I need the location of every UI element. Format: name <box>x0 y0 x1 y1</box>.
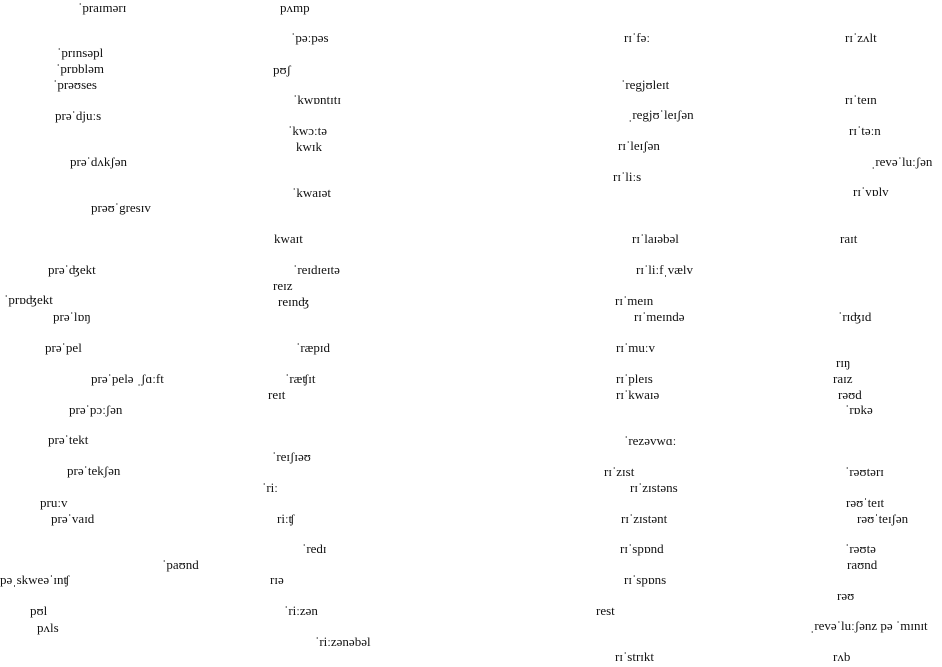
word-column-1 <box>0 0 240 667</box>
word-rotor: ˈrəʊtə <box>845 541 876 556</box>
word-revolution: ˌrevəˈluːʃən <box>871 154 933 169</box>
word-column-4 <box>800 0 942 667</box>
word-pull: pʊl <box>30 603 48 618</box>
word-prolong: prəˈlɒŋ <box>53 309 91 324</box>
word-restrict: rɪˈstrɪkt <box>615 649 654 664</box>
word-refer: rɪˈfəː <box>624 30 650 45</box>
word-problem: ˈprɒbləm <box>56 61 104 76</box>
word-relation: rɪˈleɪʃən <box>618 138 660 153</box>
word-production: prəˈdʌkʃən <box>70 154 128 169</box>
word-resist: rɪˈzɪst <box>604 464 635 479</box>
word-retain: rɪˈteɪn <box>845 92 877 107</box>
word-rub: rʌb <box>833 649 851 664</box>
word-produce: prəˈdjuːs <box>55 108 102 123</box>
word-remainder: rɪˈmeɪndə <box>634 309 685 324</box>
word-relief-valve: rɪˈliːfˌvælv <box>636 262 694 277</box>
word-rapid: ˈræpɪd <box>296 340 330 355</box>
word-project-noun: ˈprɒʤekt <box>4 292 53 307</box>
word-regulate: ˈregjʊleɪt <box>621 77 670 92</box>
word-proportion: prəˈpɔːʃən <box>69 402 123 417</box>
word-rotate: rəʊˈteɪt <box>846 495 885 510</box>
word-rate: reɪt <box>268 387 286 402</box>
word-resistance: rɪˈzɪstəns <box>630 480 678 495</box>
word-quite: kwaɪt <box>274 231 303 246</box>
word-rod: rəʊd <box>838 387 862 402</box>
word-response: rɪˈspɒns <box>624 572 667 587</box>
word-rotary: ˈrəʊtərɪ <box>845 464 884 479</box>
word-principle: ˈprɪnsəpl <box>57 45 104 60</box>
word-reservoir: ˈrezəvwɑː <box>624 433 677 448</box>
word-project-verb: prəˈʤekt <box>48 262 96 277</box>
word-ring: rɪŋ <box>836 355 851 370</box>
word-propeller-shaft: prəˈpelə ˌʃɑːft <box>91 371 164 386</box>
word-remain: rɪˈmeɪn <box>615 293 654 308</box>
word-right: raɪt <box>840 231 858 246</box>
word-primary: ˈpraɪmərɪ <box>78 0 127 15</box>
word-process: ˈprəʊses <box>53 77 97 92</box>
word-round: raʊnd <box>847 557 878 572</box>
word-ratio: ˈreɪʃɪəʊ <box>272 449 311 464</box>
word-propel: prəˈpel <box>45 340 82 355</box>
word-pulse: pʌls <box>37 620 59 635</box>
word-return: rɪˈtəːn <box>849 123 881 138</box>
word-rigid: ˈrɪʤɪd <box>838 309 872 324</box>
word-revolve: rɪˈvɒlv <box>853 184 889 199</box>
word-purpose: ˈpəːpəs <box>291 30 329 45</box>
word-quick: kwɪk <box>296 139 322 154</box>
word-radiator: ˈreɪdɪeɪtə <box>293 262 340 277</box>
word-reliable: rɪˈlaɪəbəl <box>632 231 679 246</box>
word-reason: ˈriːzən <box>284 603 318 618</box>
word-reasonable: ˈriːzənəbəl <box>315 634 371 649</box>
word-resistant: rɪˈzɪstənt <box>621 511 668 526</box>
word-protect: prəˈtekt <box>48 432 89 447</box>
word-quarter: ˈkwɔːtə <box>288 123 327 138</box>
word-quantity: ˈkwɒntɪtɪ <box>293 92 341 107</box>
word-remove: rɪˈmuːv <box>616 340 655 355</box>
word-pound: ˈpaʊnd <box>162 557 199 572</box>
word-rear: rɪə <box>270 572 284 587</box>
word-protection: prəˈtekʃən <box>67 463 121 478</box>
word-result: rɪˈzʌlt <box>845 30 877 45</box>
word-provide: prəˈvaɪd <box>51 511 95 526</box>
word-reach: riːʧ <box>277 511 295 526</box>
word-revolutions-per-minute: ˌrevəˈluːʃənz pə ˈmɪnɪt <box>810 618 928 633</box>
word-range: reɪnʤ <box>278 294 310 309</box>
word-pump: pʌmp <box>280 0 310 15</box>
word-column-2 <box>250 0 450 667</box>
word-rotation: rəʊˈteɪʃən <box>857 511 909 526</box>
word-ready: ˈredɪ <box>302 541 327 556</box>
word-respond: rɪˈspɒnd <box>620 541 664 556</box>
word-replace: rɪˈpleɪs <box>616 371 653 386</box>
word-per-square-inch: pəˌskweəˈɪnʧ <box>0 572 70 587</box>
word-column-3 <box>590 0 790 667</box>
word-regulation: ˌregjʊˈleɪʃən <box>628 107 694 122</box>
word-require: rɪˈkwaɪə <box>616 387 660 402</box>
word-push: pʊʃ <box>273 62 291 77</box>
word-ratchet: ˈræʧɪt <box>285 371 316 386</box>
word-quiet: ˈkwaɪət <box>292 185 331 200</box>
word-rise: raɪz <box>833 371 853 386</box>
word-prove: pruːv <box>40 495 68 510</box>
word-re: ˈriː <box>262 480 278 495</box>
word-raise: reɪz <box>273 278 293 293</box>
word-rest: rest <box>596 603 615 618</box>
word-rocker: ˈrɒkə <box>845 402 873 417</box>
word-release: rɪˈliːs <box>613 169 642 184</box>
word-row: rəʊ <box>837 588 855 603</box>
word-progressive: prəʊˈgresɪv <box>91 200 151 215</box>
